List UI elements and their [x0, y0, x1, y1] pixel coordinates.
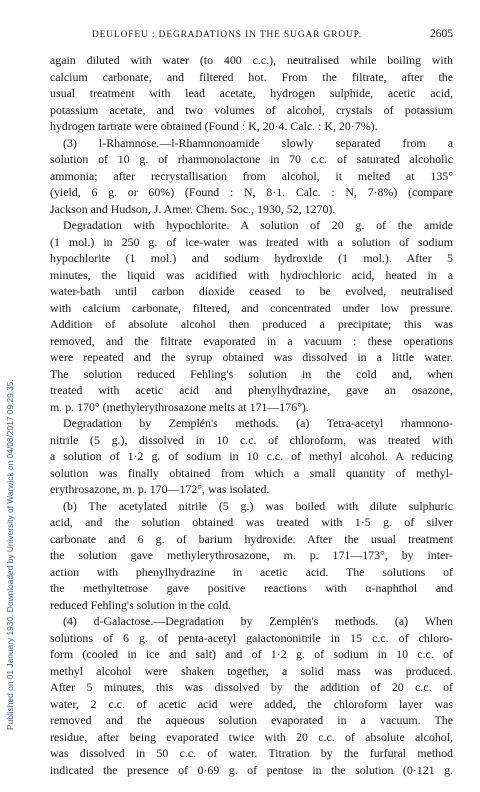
text-line: erythrosazone, m. p. 170—172°, was isolated. — [50, 482, 270, 496]
text-line: water-bath until carbon dioxide ceased to be evolved, neutralised — [50, 284, 453, 298]
text-line: treated with acetic acid and phenylhydrazine, gave an osazone, — [50, 383, 453, 397]
text-line: After 5 minutes, this was dissolved by the addition of 20 c.c. of — [50, 680, 453, 694]
text-line: Jackson and Hudson, J. Amer. Chem. Soc., 1930, 52, 1270). — [50, 201, 336, 216]
text-line: with calcium carbonate, filtered, and concentrated under low pressure. — [50, 300, 453, 315]
text-line: (b) The acetylated nitrile (5 g.) was boiled with dilute sulphuric — [63, 498, 453, 513]
text-line: removed, and the filtrate evaporated in a vacuum : these operations — [50, 333, 453, 348]
text-line: nitrile (5 g.), dissolved in 10 c.c. of chloroform, was treated with — [50, 432, 453, 447]
text-line: again diluted with water (to 400 c.c.), neutralised while boiling with — [50, 53, 453, 67]
text-line: calcium carbonate, and filtered hot. From the filtrate, after the — [50, 69, 453, 84]
text-line: potassium acetate, and two volumes of alcohol, crystals of potassium — [50, 102, 453, 117]
publication-sidebar-note: Published on 01 January 1930. Downloaded by University of Warwick on 04/08/2017 09:29:35. — [5, 379, 15, 730]
text-line: Addition of absolute alcohol then produced a precipitate; this was — [50, 317, 453, 331]
text-line: m. p. 170° (methylerythrosazone melts at 171—176°). — [50, 399, 309, 414]
text-line: The solution reduced Fehling's solution in the cold and, when — [50, 366, 453, 381]
text-line: (1 mol.) in 250 g. of ice-water was treated with a solution of sodium — [50, 234, 453, 249]
text-line: usual treatment with lead acetate, hydrogen sulphide, acetic acid, — [50, 86, 453, 100]
text-line: action with phenylhydrazine in acetic acid. The solutions of — [50, 564, 453, 579]
text-line: solution was finally obtained from which a small quantity of methyl- — [50, 465, 453, 480]
text-line: indicated the presence of 0·69 g. of pentose in the solution (0·121 g. — [50, 762, 453, 777]
text-line: Degradation by Zemplén's methods. (a) Tetra-acetyl rhamnono- — [63, 416, 453, 430]
text-line: solutions of 6 g. of penta-acetyl galactononitrile in 15 c.c. of chloro- — [50, 630, 453, 645]
running-header — [92, 28, 453, 50]
text-line: reduced Fehling's solution in the cold. — [50, 597, 232, 612]
text-line: minutes, the liquid was acidified with hydrochloric acid, heated in a — [50, 267, 453, 282]
text-line: Degradation with hypochlorite. A solution of 20 g. of the amide — [63, 218, 453, 232]
text-line: form (cooled in ice and salt) and of 1·2 g. of sodium in 10 c.c. of — [50, 647, 453, 661]
text-line: the solution gave methylerythrosazone, m. p. 171—173°, by inter- — [50, 548, 453, 562]
text-line: a solution of 1·2 g. of sodium in 10 c.c. of methyl alcohol. A reducing — [50, 449, 453, 463]
text-line: (4) d-Galactose.—Degradation by Zemplén's methods. (a) When — [63, 614, 453, 628]
running-title: DEULOFEU : DEGRADATIONS IN THE SUGAR GROUP. — [92, 30, 363, 40]
text-line: water, 2 c.c. of acetic acid were added, the chloroform layer was — [50, 696, 453, 711]
text-line: solution of 10 g. of rhamnonolactone in 70 c.c. of saturated alcoholic — [50, 152, 453, 166]
text-line: carbonate and 6 g. of barium hydroxide. After the usual treatment — [50, 531, 453, 546]
text-line: was dissolved in 50 c.c. of water. Titration by the furfural method — [50, 746, 453, 760]
text-line: (3) l-Rhamnose.—l-Rhamnonoamide slowly separated from a — [63, 135, 453, 150]
text-line: hydrogen tartrate were obtained (Found : K, 20·4. Calc. : K, 20·7%). — [50, 119, 378, 133]
article-body — [50, 52, 453, 778]
page-number: 2605 — [430, 28, 453, 40]
text-line: methyl alcohol were shaken together, a solid mass was produced. — [50, 663, 453, 678]
text-line: (yield, 6 g. or 60%) (Found : N, 8·1. Calc. : N, 7·8%) (compare — [50, 185, 453, 199]
text-line: residue, after being evaporated twice with 20 c.c. of absolute alcohol, — [50, 729, 453, 744]
text-line: hypochlorite (1 mol.) and sodium hydroxide (1 mol.). After 5 — [50, 251, 453, 265]
text-line: ammonia; after recrystallisation from alcohol, it melted at 135° — [50, 168, 453, 183]
text-line: the methyltetrose gave positive reactions with α-naphthol and — [50, 581, 453, 595]
text-line: were repeated and the syrup obtained was dissolved in a little water. — [50, 350, 453, 364]
text-line: removed and the aqueous solution evaporated in a vacuum. The — [50, 713, 453, 727]
text-line: acid, and the solution obtained was treated with 1·5 g. of silver — [50, 515, 453, 529]
journal-page — [50, 28, 453, 778]
